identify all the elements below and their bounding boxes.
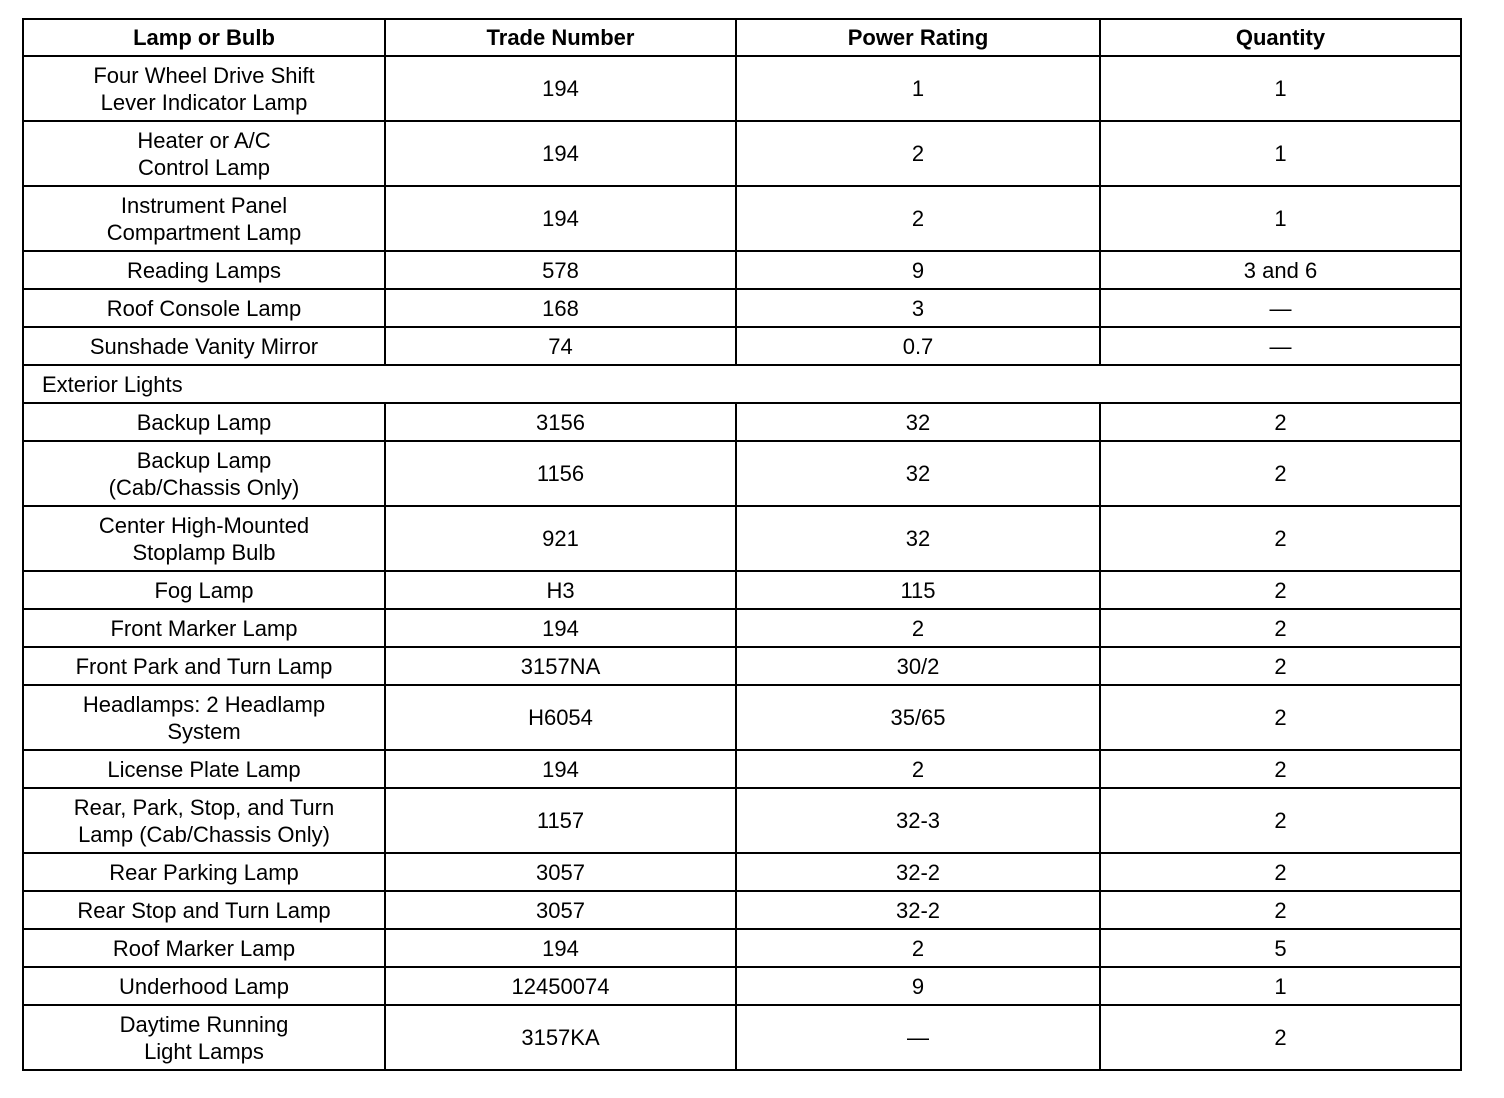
cell-lamp: Backup Lamp: [23, 403, 385, 441]
cell-lamp: Rear Parking Lamp: [23, 853, 385, 891]
cell-power-rating: 2: [736, 609, 1100, 647]
cell-lamp: Rear Stop and Turn Lamp: [23, 891, 385, 929]
cell-trade-number: 194: [385, 609, 736, 647]
cell-quantity: 1: [1100, 186, 1461, 251]
cell-power-rating: 2: [736, 750, 1100, 788]
cell-trade-number: 12450074: [385, 967, 736, 1005]
cell-power-rating: 115: [736, 571, 1100, 609]
cell-trade-number: 1156: [385, 441, 736, 506]
cell-power-rating: 32: [736, 403, 1100, 441]
cell-trade-number: H6054: [385, 685, 736, 750]
cell-power-rating: 32: [736, 506, 1100, 571]
cell-quantity: 2: [1100, 647, 1461, 685]
cell-quantity: 1: [1100, 967, 1461, 1005]
cell-lamp: Front Park and Turn Lamp: [23, 647, 385, 685]
table-row: [23, 853, 1461, 891]
cell-quantity: 2: [1100, 853, 1461, 891]
cell-quantity: 2: [1100, 609, 1461, 647]
header-row: [23, 19, 1461, 56]
cell-lamp: Roof Marker Lamp: [23, 929, 385, 967]
header-quantity: Quantity: [1100, 19, 1461, 56]
cell-lamp: Roof Console Lamp: [23, 289, 385, 327]
cell-quantity: 2: [1100, 685, 1461, 750]
cell-power-rating: 9: [736, 967, 1100, 1005]
cell-quantity: —: [1100, 327, 1461, 365]
table-row: [23, 506, 1461, 571]
cell-trade-number: 194: [385, 121, 736, 186]
cell-power-rating: 32-2: [736, 853, 1100, 891]
table-row: [23, 186, 1461, 251]
cell-quantity: 3 and 6: [1100, 251, 1461, 289]
cell-lamp: License Plate Lamp: [23, 750, 385, 788]
table-row: [23, 121, 1461, 186]
cell-power-rating: 35/65: [736, 685, 1100, 750]
header-lamp-or-bulb: Lamp or Bulb: [23, 19, 385, 56]
table-row: [23, 1005, 1461, 1070]
cell-trade-number: 921: [385, 506, 736, 571]
table-row: [23, 929, 1461, 967]
cell-quantity: 5: [1100, 929, 1461, 967]
cell-power-rating: 0.7: [736, 327, 1100, 365]
cell-trade-number: 168: [385, 289, 736, 327]
cell-quantity: 2: [1100, 1005, 1461, 1070]
cell-lamp: Sunshade Vanity Mirror: [23, 327, 385, 365]
cell-lamp: Front Marker Lamp: [23, 609, 385, 647]
table-row: [23, 571, 1461, 609]
cell-trade-number: 3057: [385, 853, 736, 891]
cell-lamp: Four Wheel Drive Shift Lever Indicator Lamp: [23, 56, 385, 121]
cell-trade-number: 3057: [385, 891, 736, 929]
cell-quantity: 2: [1100, 750, 1461, 788]
cell-trade-number: 194: [385, 750, 736, 788]
bulb-table: [22, 18, 1462, 1071]
cell-power-rating: 32-2: [736, 891, 1100, 929]
cell-quantity: 2: [1100, 571, 1461, 609]
cell-trade-number: 3156: [385, 403, 736, 441]
cell-lamp: Heater or A/C Control Lamp: [23, 121, 385, 186]
cell-trade-number: 578: [385, 251, 736, 289]
cell-quantity: —: [1100, 289, 1461, 327]
cell-quantity: 2: [1100, 788, 1461, 853]
cell-lamp: Underhood Lamp: [23, 967, 385, 1005]
cell-lamp: Headlamps: 2 Headlamp System: [23, 685, 385, 750]
cell-trade-number: 194: [385, 186, 736, 251]
cell-power-rating: 32: [736, 441, 1100, 506]
table-row: [23, 967, 1461, 1005]
cell-lamp: Center High-Mounted Stoplamp Bulb: [23, 506, 385, 571]
table-row: [23, 289, 1461, 327]
cell-quantity: 2: [1100, 441, 1461, 506]
cell-lamp: Reading Lamps: [23, 251, 385, 289]
cell-trade-number: 3157KA: [385, 1005, 736, 1070]
table-row: [23, 609, 1461, 647]
table-row: [23, 403, 1461, 441]
cell-power-rating: 2: [736, 121, 1100, 186]
cell-power-rating: 2: [736, 929, 1100, 967]
cell-lamp: Rear, Park, Stop, and Turn Lamp (Cab/Chassis Only): [23, 788, 385, 853]
cell-quantity: 1: [1100, 56, 1461, 121]
cell-lamp: Daytime Running Light Lamps: [23, 1005, 385, 1070]
cell-lamp: Instrument Panel Compartment Lamp: [23, 186, 385, 251]
cell-power-rating: 1: [736, 56, 1100, 121]
cell-quantity: 2: [1100, 891, 1461, 929]
cell-trade-number: 74: [385, 327, 736, 365]
cell-quantity: 2: [1100, 506, 1461, 571]
table-body: [23, 56, 1461, 1070]
cell-lamp: Fog Lamp: [23, 571, 385, 609]
table-row: [23, 441, 1461, 506]
table-row: [23, 56, 1461, 121]
table-row: [23, 750, 1461, 788]
table-row: [23, 251, 1461, 289]
cell-quantity: 1: [1100, 121, 1461, 186]
cell-power-rating: —: [736, 1005, 1100, 1070]
header-trade-number: Trade Number: [385, 19, 736, 56]
section-row: [23, 365, 1461, 403]
table-row: [23, 685, 1461, 750]
table-row: [23, 327, 1461, 365]
cell-power-rating: 9: [736, 251, 1100, 289]
cell-trade-number: 1157: [385, 788, 736, 853]
table-header: [23, 19, 1461, 56]
table-row: [23, 891, 1461, 929]
cell-quantity: 2: [1100, 403, 1461, 441]
cell-trade-number: 194: [385, 56, 736, 121]
header-power-rating: Power Rating: [736, 19, 1100, 56]
cell-trade-number: H3: [385, 571, 736, 609]
table-row: [23, 788, 1461, 853]
cell-power-rating: 32-3: [736, 788, 1100, 853]
cell-power-rating: 2: [736, 186, 1100, 251]
cell-trade-number: 3157NA: [385, 647, 736, 685]
cell-trade-number: 194: [385, 929, 736, 967]
table-row: [23, 647, 1461, 685]
section-heading: Exterior Lights: [23, 365, 1461, 403]
cell-power-rating: 30/2: [736, 647, 1100, 685]
cell-power-rating: 3: [736, 289, 1100, 327]
cell-lamp: Backup Lamp (Cab/Chassis Only): [23, 441, 385, 506]
